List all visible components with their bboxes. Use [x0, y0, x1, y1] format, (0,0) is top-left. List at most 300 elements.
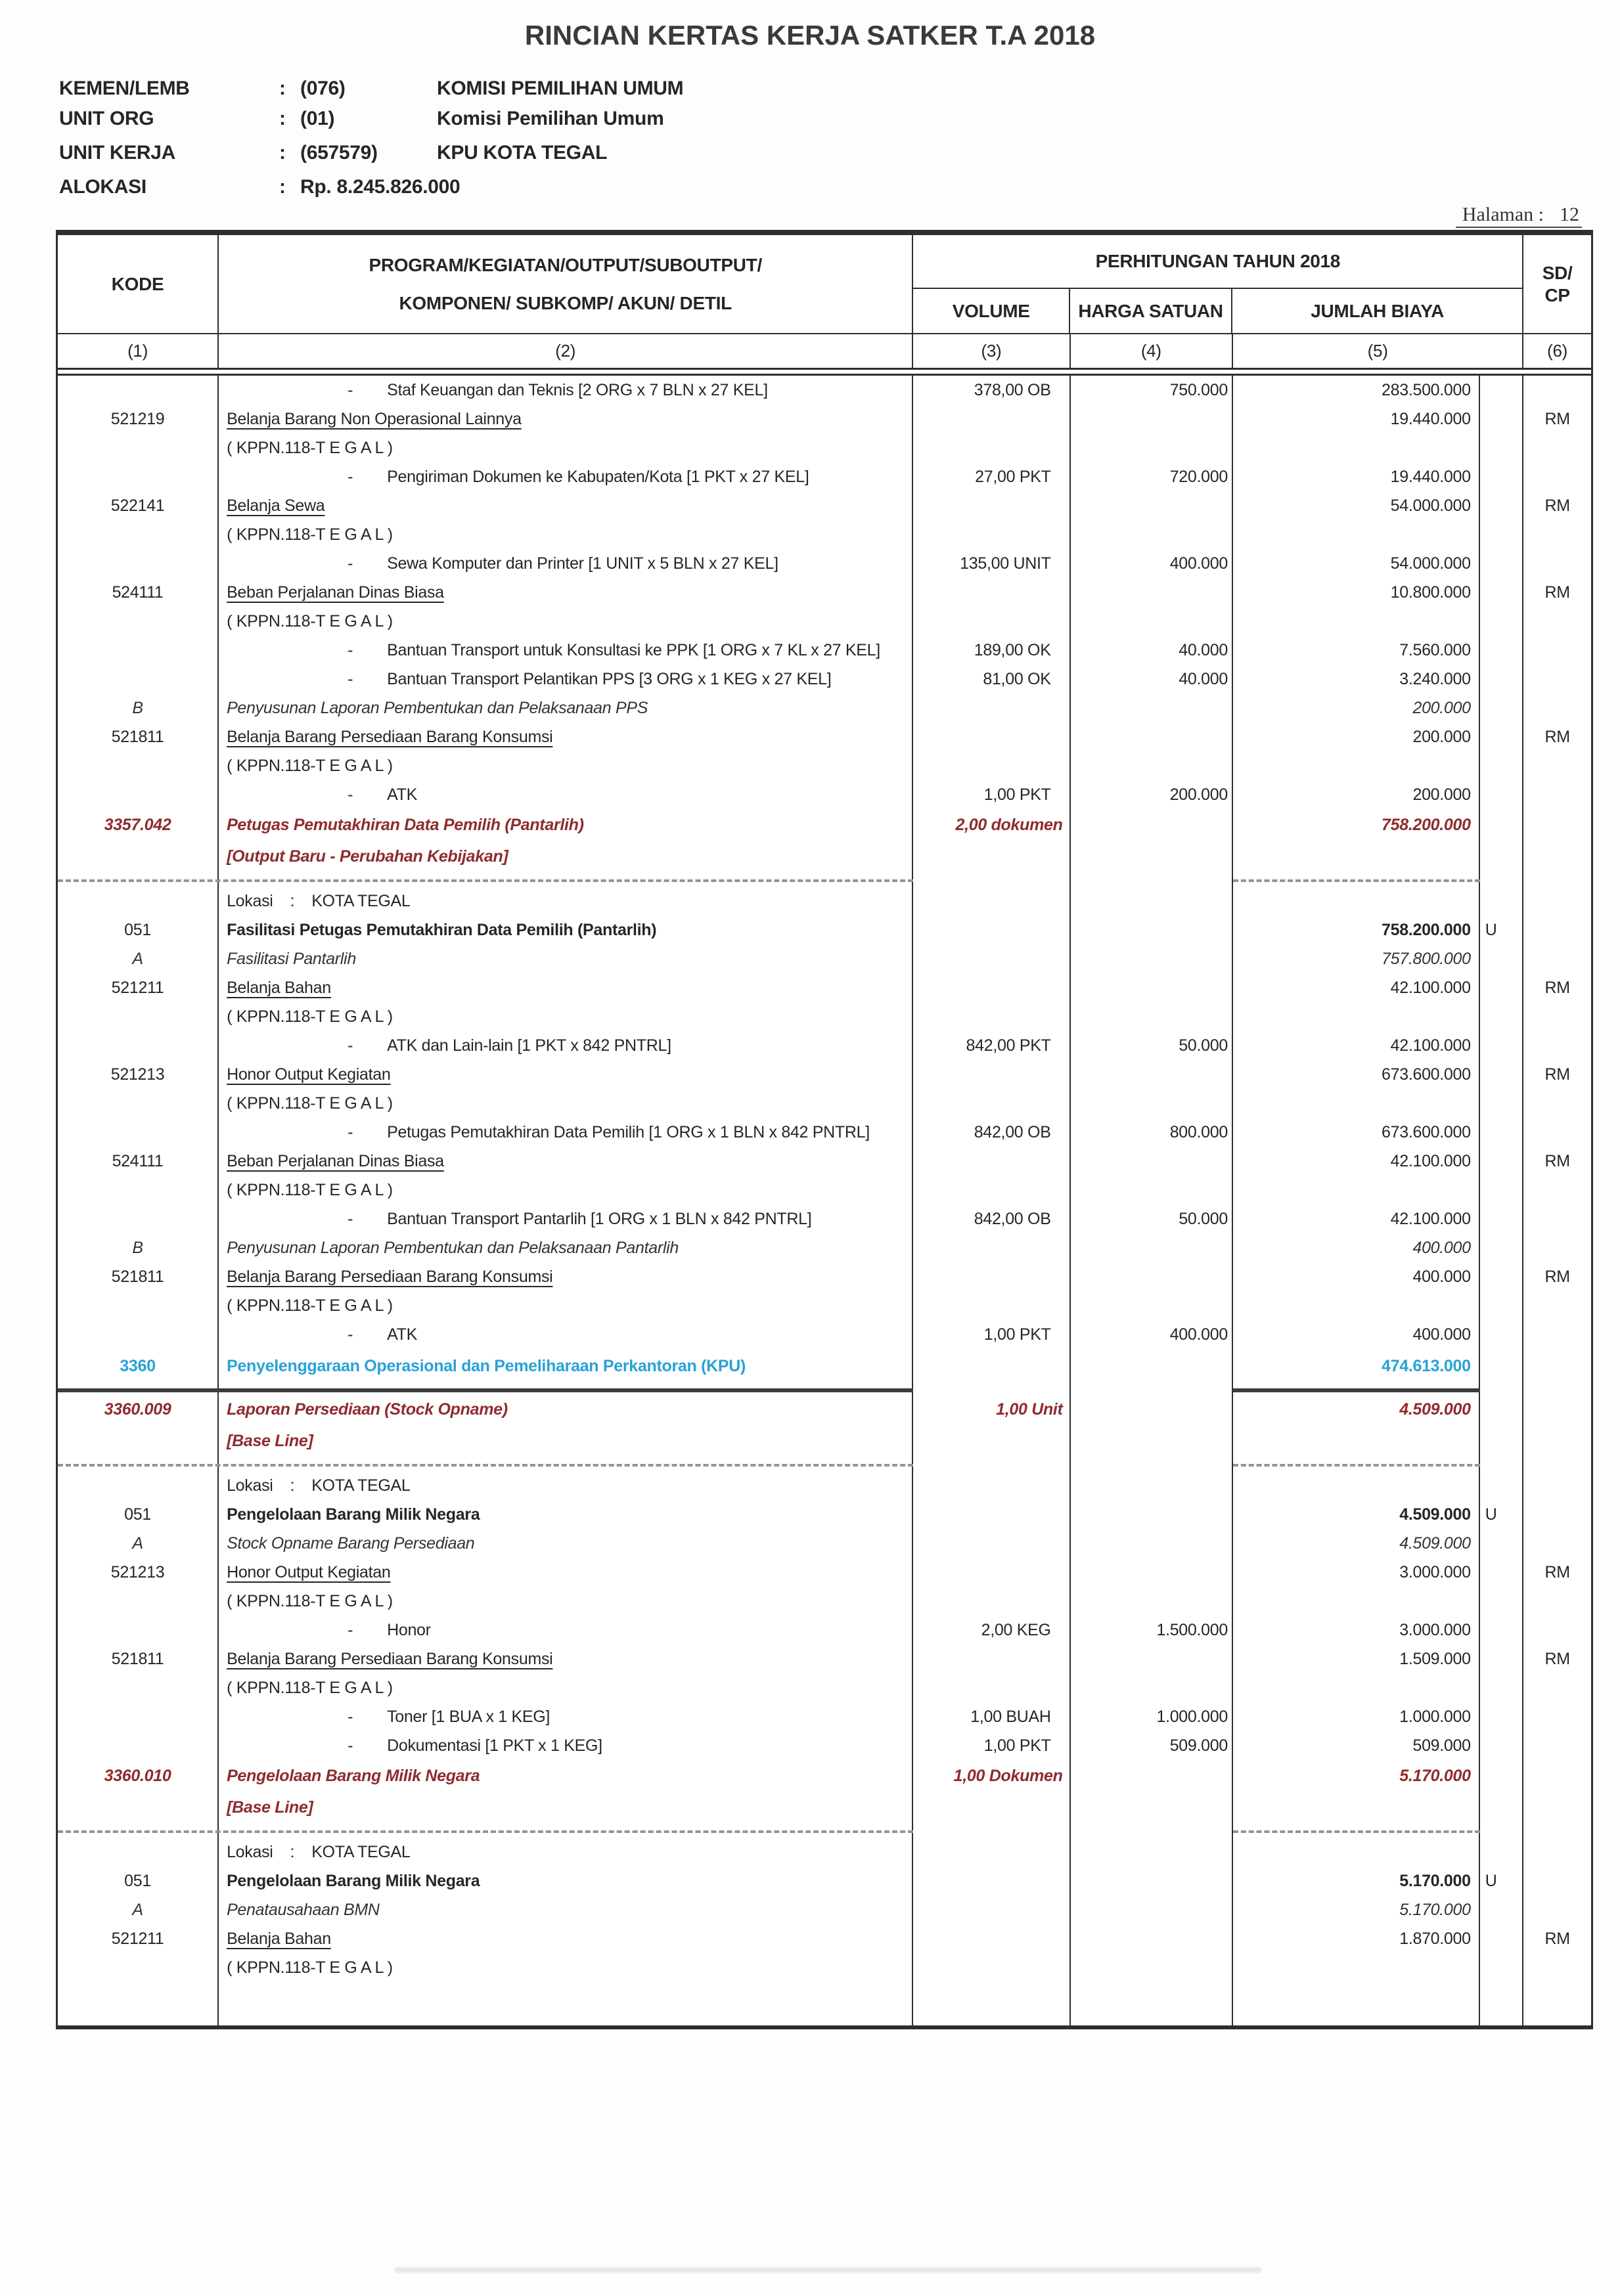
harga-satuan-cell — [1071, 520, 1233, 549]
kode-cell: 522141 — [58, 491, 219, 520]
volume-cell: 2,00 KEG — [913, 1616, 1070, 1645]
harga-satuan-cell: 400.000 — [1071, 549, 1233, 578]
table-row — [58, 973, 1591, 1002]
sdcp-cell: RM — [1544, 1649, 1570, 1668]
sdcp-cell — [1523, 462, 1591, 491]
harga-satuan-cell: 50.000 — [1071, 1031, 1233, 1060]
sdcp-cell — [1523, 1823, 1591, 1838]
volume-cell — [913, 973, 1070, 1002]
sdcp-cell — [1523, 1176, 1591, 1204]
u-flag-cell — [1480, 1529, 1524, 1558]
uraian-cell: ( KPPN.118-T E G A L ) — [219, 1176, 913, 1204]
jumlah-biaya-cell — [1233, 1089, 1480, 1118]
uraian-cell: ( KPPN.118-T E G A L ) — [219, 1002, 913, 1031]
volume-cell — [913, 1233, 1070, 1262]
kode-cell — [58, 780, 219, 809]
jumlah-biaya-cell — [1233, 607, 1480, 636]
table-row — [58, 1089, 1591, 1118]
uraian-cell: ( KPPN.118-T E G A L ) — [219, 1587, 913, 1616]
harga-satuan-cell — [1071, 1471, 1233, 1500]
kode-cell: 051 — [58, 1500, 219, 1529]
jumlah-biaya-cell: 3.240.000 — [1233, 665, 1480, 694]
uraian-cell: - Bantuan Transport Pelantikan PPS [3 ORG x 1 KEG x 27 KEL] — [219, 665, 913, 694]
harga-satuan-cell — [1071, 1760, 1233, 1792]
table-row — [58, 1204, 1591, 1233]
volume-cell — [913, 1089, 1070, 1118]
page-number-colon: : — [1538, 204, 1544, 225]
harga-satuan-cell — [1071, 1838, 1233, 1866]
table-row — [58, 491, 1591, 520]
uraian-cell — [219, 1838, 913, 1866]
kode-cell: A — [58, 1529, 219, 1558]
volume-cell — [913, 1529, 1070, 1558]
volume-cell — [913, 1823, 1070, 1838]
harga-satuan-cell — [1071, 1924, 1233, 1953]
kode-cell — [58, 1587, 219, 1616]
kode-cell — [58, 1118, 219, 1147]
sdcp-cell — [1523, 751, 1591, 780]
volume-cell — [913, 520, 1070, 549]
sdcp-cell — [1523, 872, 1591, 887]
lokasi-value: KOTA TEGAL — [311, 891, 411, 910]
col-num-3: (3) — [913, 334, 1070, 368]
info-row-unit-org — [59, 104, 1620, 134]
harga-satuan-cell — [1071, 1233, 1233, 1262]
sdcp-cell: RM — [1544, 978, 1570, 997]
page-number-label: Halaman — [1462, 204, 1534, 225]
kode-cell: A — [58, 1895, 219, 1924]
u-flag-cell — [1480, 1320, 1524, 1349]
jumlah-biaya-cell — [1233, 887, 1480, 916]
u-flag-cell — [1480, 1204, 1524, 1233]
kode-cell — [58, 1838, 219, 1866]
volume-cell — [913, 841, 1070, 872]
kode-cell — [58, 1031, 219, 1060]
volume-cell — [913, 1147, 1070, 1176]
col-num-1: (1) — [58, 334, 219, 368]
sdcp-cell — [1523, 636, 1591, 665]
uraian-cell: Belanja Sewa — [219, 491, 913, 520]
sdcp-cell — [1523, 1982, 1591, 2025]
kode-cell — [58, 751, 219, 780]
header-perhitungan: PERHITUNGAN TAHUN 2018 — [913, 235, 1522, 289]
uraian-cell: - Staf Keuangan dan Teknis [2 ORG x 7 BLN x 27 KEL] — [219, 376, 913, 405]
table-row — [58, 722, 1591, 751]
u-flag-cell — [1480, 1953, 1524, 1982]
table-row — [58, 433, 1591, 462]
table-row — [58, 1425, 1591, 1457]
jumlah-biaya-cell: 10.800.000 — [1233, 578, 1480, 607]
detail-dash: - — [348, 554, 353, 573]
u-flag-cell — [1480, 433, 1524, 462]
jumlah-biaya-cell: 42.100.000 — [1233, 1204, 1480, 1233]
kode-cell — [58, 636, 219, 665]
jumlah-biaya-cell — [1233, 433, 1480, 462]
volume-cell — [913, 1953, 1070, 1982]
separator-line-left — [58, 1830, 913, 1833]
table-row — [58, 665, 1591, 694]
jumlah-biaya-cell: 474.613.000 — [1233, 1349, 1480, 1383]
header-harga-satuan: HARGA SATUAN — [1070, 289, 1232, 333]
harga-satuan-cell — [1071, 607, 1233, 636]
sdcp-cell: RM — [1544, 727, 1570, 746]
uraian-cell: - Dokumentasi [1 PKT x 1 KEG] — [219, 1731, 913, 1760]
harga-satuan-cell — [1071, 887, 1233, 916]
sdcp-cell — [1523, 1002, 1591, 1031]
jumlah-biaya-cell: 54.000.000 — [1233, 549, 1480, 578]
sdcp-cell — [1523, 1291, 1591, 1320]
harga-satuan-cell — [1071, 944, 1233, 973]
sdcp-cell — [1523, 1031, 1591, 1060]
volume-cell — [913, 751, 1070, 780]
jumlah-biaya-cell — [1233, 841, 1480, 872]
kode-cell — [58, 1673, 219, 1702]
volume-cell — [913, 1471, 1070, 1500]
table-row — [58, 1233, 1591, 1262]
sdcp-cell — [1523, 1760, 1591, 1792]
harga-satuan-cell — [1071, 1349, 1233, 1383]
table-row — [58, 578, 1591, 607]
uraian-cell: - Toner [1 BUA x 1 KEG] — [219, 1702, 913, 1731]
u-flag-cell — [1480, 1471, 1524, 1500]
harga-satuan-cell — [1071, 722, 1233, 751]
u-flag-cell — [1480, 376, 1524, 405]
table-row — [58, 780, 1591, 809]
jumlah-biaya-cell: 200.000 — [1233, 694, 1480, 722]
header-kode: KODE — [58, 235, 219, 333]
header-subcolumns — [913, 289, 1522, 333]
harga-satuan-cell — [1071, 1558, 1233, 1587]
table-row — [58, 887, 1591, 916]
sdcp-cell — [1523, 1349, 1591, 1383]
sdcp-cell — [1523, 376, 1591, 405]
harga-satuan-cell — [1071, 1383, 1233, 1394]
info-value: KPU KOTA TEGAL — [437, 142, 608, 164]
volume-cell — [913, 1060, 1070, 1089]
kode-cell: 051 — [58, 1866, 219, 1895]
separator-row — [58, 1823, 1591, 1838]
sdcp-cell — [1523, 665, 1591, 694]
jumlah-biaya-cell: 54.000.000 — [1233, 491, 1480, 520]
table-row — [58, 1060, 1591, 1089]
table-row — [58, 1320, 1591, 1349]
separator-line-left — [58, 879, 913, 882]
info-value: Komisi Pemilihan Umum — [437, 108, 664, 129]
u-flag-cell — [1480, 491, 1524, 520]
table-row — [58, 1838, 1591, 1866]
separator-row — [58, 1383, 1591, 1394]
separator-line-right — [1233, 1388, 1480, 1392]
jumlah-biaya-cell: 4.509.000 — [1233, 1500, 1480, 1529]
table-row — [58, 1792, 1591, 1823]
info-colon: : — [279, 108, 286, 129]
sdcp-cell — [1523, 520, 1591, 549]
jumlah-biaya-cell: 7.560.000 — [1233, 636, 1480, 665]
table-row — [58, 1616, 1591, 1645]
sdcp-cell — [1523, 887, 1591, 916]
sdcp-cell — [1523, 1383, 1591, 1394]
table-row — [58, 1558, 1591, 1587]
u-flag-cell — [1480, 607, 1524, 636]
jumlah-biaya-cell: 5.170.000 — [1233, 1760, 1480, 1792]
uraian-cell: Pengelolaan Barang Milik Negara — [219, 1760, 913, 1792]
volume-cell — [913, 1558, 1070, 1587]
volume-cell — [913, 1425, 1070, 1457]
kode-cell — [58, 665, 219, 694]
sdcp-cell — [1523, 1320, 1591, 1349]
volume-cell — [913, 1291, 1070, 1320]
uraian-cell: ( KPPN.118-T E G A L ) — [219, 433, 913, 462]
kode-cell — [58, 1982, 219, 2025]
uraian-cell: Beban Perjalanan Dinas Biasa — [219, 1147, 913, 1176]
harga-satuan-cell — [1071, 809, 1233, 841]
detail-dash: - — [348, 467, 353, 486]
harga-satuan-cell: 40.000 — [1071, 636, 1233, 665]
volume-cell — [913, 1457, 1070, 1471]
harga-satuan-cell — [1071, 405, 1233, 433]
uraian-cell — [219, 1982, 913, 2025]
u-flag-cell: U — [1480, 1500, 1524, 1529]
volume-cell: 81,00 OK — [913, 665, 1070, 694]
detail-dash: - — [348, 1036, 353, 1055]
sdcp-cell — [1523, 1587, 1591, 1616]
info-code: Rp. 8.245.826.000 — [300, 176, 461, 198]
uraian-cell: Belanja Barang Persediaan Barang Konsumsi — [219, 1262, 913, 1291]
harga-satuan-cell: 1.500.000 — [1071, 1616, 1233, 1645]
harga-satuan-cell — [1071, 1823, 1233, 1838]
sdcp-cell — [1523, 944, 1591, 973]
volume-cell — [913, 1176, 1070, 1204]
kode-cell: 051 — [58, 916, 219, 944]
u-flag-cell — [1480, 1176, 1524, 1204]
lokasi-label: Lokasi — [227, 1842, 273, 1861]
harga-satuan-cell — [1071, 1673, 1233, 1702]
header-program-line2: KOMPONEN/ SUBKOMP/ AKUN/ DETIL — [399, 292, 732, 313]
u-flag-cell — [1480, 809, 1524, 841]
u-flag-cell — [1480, 665, 1524, 694]
sdcp-cell — [1523, 607, 1591, 636]
jumlah-biaya-cell: 400.000 — [1233, 1262, 1480, 1291]
jumlah-biaya-cell: 19.440.000 — [1233, 462, 1480, 491]
detail-dash: - — [348, 1620, 353, 1639]
u-flag-cell — [1480, 1383, 1524, 1394]
jumlah-biaya-cell: 3.000.000 — [1233, 1616, 1480, 1645]
u-flag-cell — [1480, 1645, 1524, 1673]
table-row — [58, 1529, 1591, 1558]
u-flag-cell — [1480, 1792, 1524, 1823]
volume-cell: 1,00 PKT — [913, 1731, 1070, 1760]
sdcp-cell — [1523, 1838, 1591, 1866]
header-volume: VOLUME — [913, 289, 1070, 333]
kode-cell: 521213 — [58, 1558, 219, 1587]
uraian-cell: - Bantuan Transport Pantarlih [1 ORG x 1 BLN x 842 PNTRL] — [219, 1204, 913, 1233]
empty-row — [58, 1982, 1591, 2025]
volume-cell: 1,00 Dokumen — [913, 1760, 1070, 1792]
harga-satuan-cell — [1071, 841, 1233, 872]
kode-cell: 521811 — [58, 722, 219, 751]
jumlah-biaya-cell — [1233, 1425, 1480, 1457]
volume-cell: 378,00 OB — [913, 376, 1070, 405]
uraian-cell: Honor Output Kegiatan — [219, 1060, 913, 1089]
sdcp-cell: RM — [1544, 1562, 1570, 1581]
u-flag-cell: U — [1480, 1866, 1524, 1895]
u-flag-cell — [1480, 780, 1524, 809]
table-row — [58, 1349, 1591, 1383]
volume-cell — [913, 1673, 1070, 1702]
harga-satuan-cell: 720.000 — [1071, 462, 1233, 491]
kode-cell: 521211 — [58, 973, 219, 1002]
volume-cell — [913, 1895, 1070, 1924]
header-column-numbers — [58, 333, 1591, 368]
volume-cell — [913, 607, 1070, 636]
uraian-cell: ( KPPN.118-T E G A L ) — [219, 1291, 913, 1320]
jumlah-biaya-cell: 5.170.000 — [1233, 1895, 1480, 1924]
u-flag-cell — [1480, 1349, 1524, 1383]
table-row — [58, 944, 1591, 973]
volume-cell — [913, 1924, 1070, 1953]
kode-cell: 524111 — [58, 1147, 219, 1176]
u-flag-cell — [1480, 841, 1524, 872]
volume-cell — [913, 1792, 1070, 1823]
harga-satuan-cell: 40.000 — [1071, 665, 1233, 694]
sdcp-cell — [1523, 1529, 1591, 1558]
col-num-4: (4) — [1071, 334, 1233, 368]
sdcp-cell — [1523, 1792, 1591, 1823]
table-row — [58, 462, 1591, 491]
uraian-cell: - Petugas Pemutakhiran Data Pemilih [1 ORG x 1 BLN x 842 PNTRL] — [219, 1118, 913, 1147]
separator-row — [58, 872, 1591, 887]
kode-cell: 524111 — [58, 578, 219, 607]
table-row — [58, 1645, 1591, 1673]
kode-cell — [58, 462, 219, 491]
info-row-alokasi — [59, 172, 1620, 202]
volume-cell: 842,00 OB — [913, 1118, 1070, 1147]
kode-cell — [58, 1953, 219, 1982]
harga-satuan-cell — [1071, 1645, 1233, 1673]
detail-dash: - — [348, 1325, 353, 1344]
harga-satuan-cell: 509.000 — [1071, 1731, 1233, 1760]
info-colon: : — [279, 142, 286, 164]
harga-satuan-cell: 1.000.000 — [1071, 1702, 1233, 1731]
harga-satuan-cell — [1071, 694, 1233, 722]
lokasi-label: Lokasi — [227, 1476, 273, 1495]
volume-cell — [913, 1982, 1070, 2025]
detail-dash: - — [348, 1736, 353, 1755]
table-row — [58, 1291, 1591, 1320]
table-row — [58, 1147, 1591, 1176]
u-flag-cell — [1480, 722, 1524, 751]
harga-satuan-cell — [1071, 973, 1233, 1002]
sdcp-cell: RM — [1544, 1929, 1570, 1948]
uraian-cell: Beban Perjalanan Dinas Biasa — [219, 578, 913, 607]
volume-cell: 842,00 OB — [913, 1204, 1070, 1233]
jumlah-biaya-cell: 673.600.000 — [1233, 1118, 1480, 1147]
uraian-cell: [Base Line] — [219, 1792, 913, 1823]
sdcp-cell — [1523, 1500, 1591, 1529]
uraian-cell: Laporan Persediaan (Stock Opname) — [219, 1394, 913, 1425]
info-code: (657579) — [300, 142, 378, 164]
kode-cell: 3357.042 — [58, 809, 219, 841]
kode-cell: 521811 — [58, 1262, 219, 1291]
info-label: UNIT KERJA — [59, 142, 176, 164]
jumlah-biaya-cell — [1233, 1982, 1480, 2025]
harga-satuan-cell — [1071, 433, 1233, 462]
jumlah-biaya-cell: 200.000 — [1233, 780, 1480, 809]
harga-satuan-cell — [1071, 872, 1233, 887]
info-label: ALOKASI — [59, 176, 146, 198]
u-flag-cell — [1480, 1760, 1524, 1792]
detail-dash: - — [348, 1707, 353, 1726]
sdcp-cell: RM — [1544, 1065, 1570, 1084]
table-row — [58, 1031, 1591, 1060]
uraian-cell: Stock Opname Barang Persediaan — [219, 1529, 913, 1558]
sdcp-cell — [1523, 1731, 1591, 1760]
uraian-cell: Honor Output Kegiatan — [219, 1558, 913, 1587]
kode-cell — [58, 549, 219, 578]
volume-cell — [913, 944, 1070, 973]
jumlah-biaya-cell — [1233, 520, 1480, 549]
kode-cell — [58, 1425, 219, 1457]
lokasi-colon: : — [290, 891, 295, 910]
volume-cell: 842,00 PKT — [913, 1031, 1070, 1060]
kode-cell: 521811 — [58, 1645, 219, 1673]
header-double-rule — [58, 368, 1591, 376]
detail-dash: - — [348, 785, 353, 804]
sdcp-cell — [1523, 1204, 1591, 1233]
u-flag-cell — [1480, 1457, 1524, 1471]
header-program — [219, 235, 913, 333]
uraian-cell — [219, 887, 913, 916]
uraian-cell: Fasilitasi Petugas Pemutakhiran Data Pemilih (Pantarlih) — [219, 916, 913, 944]
harga-satuan-cell — [1071, 1587, 1233, 1616]
lokasi-colon: : — [290, 1842, 295, 1861]
kode-cell — [58, 607, 219, 636]
kode-cell: 3360.009 — [58, 1394, 219, 1425]
uraian-cell: Penyelenggaraan Operasional dan Pemeliharaan Perkantoran (KPU) — [219, 1349, 913, 1383]
lokasi-colon: : — [290, 1476, 295, 1495]
harga-satuan-cell: 800.000 — [1071, 1118, 1233, 1147]
harga-satuan-cell — [1071, 1291, 1233, 1320]
uraian-cell: - Honor — [219, 1616, 913, 1645]
satker-info-block — [59, 74, 1620, 202]
harga-satuan-cell — [1071, 1060, 1233, 1089]
info-row-kemen-lemb — [59, 74, 1620, 104]
volume-cell: 1,00 BUAH — [913, 1702, 1070, 1731]
header-cp: CP — [1544, 284, 1570, 305]
kode-cell — [58, 433, 219, 462]
u-flag-cell — [1480, 1291, 1524, 1320]
sdcp-cell — [1523, 1673, 1591, 1702]
u-flag-cell — [1480, 1394, 1524, 1425]
harga-satuan-cell: 50.000 — [1071, 1204, 1233, 1233]
u-flag-cell — [1480, 1089, 1524, 1118]
u-flag-cell — [1480, 1558, 1524, 1587]
sdcp-cell — [1523, 841, 1591, 872]
sdcp-cell — [1523, 780, 1591, 809]
u-flag-cell — [1480, 751, 1524, 780]
lokasi-label: Lokasi — [227, 891, 273, 910]
volume-cell — [913, 1349, 1070, 1383]
volume-cell — [913, 1866, 1070, 1895]
uraian-cell: [Base Line] — [219, 1425, 913, 1457]
table-row — [58, 1953, 1591, 1982]
jumlah-biaya-cell — [1233, 1471, 1480, 1500]
col-num-2: (2) — [219, 334, 913, 368]
sdcp-cell — [1523, 1866, 1591, 1895]
sdcp-cell: RM — [1544, 409, 1570, 428]
col-num-5: (5) — [1233, 334, 1523, 368]
sdcp-cell: RM — [1544, 583, 1570, 602]
